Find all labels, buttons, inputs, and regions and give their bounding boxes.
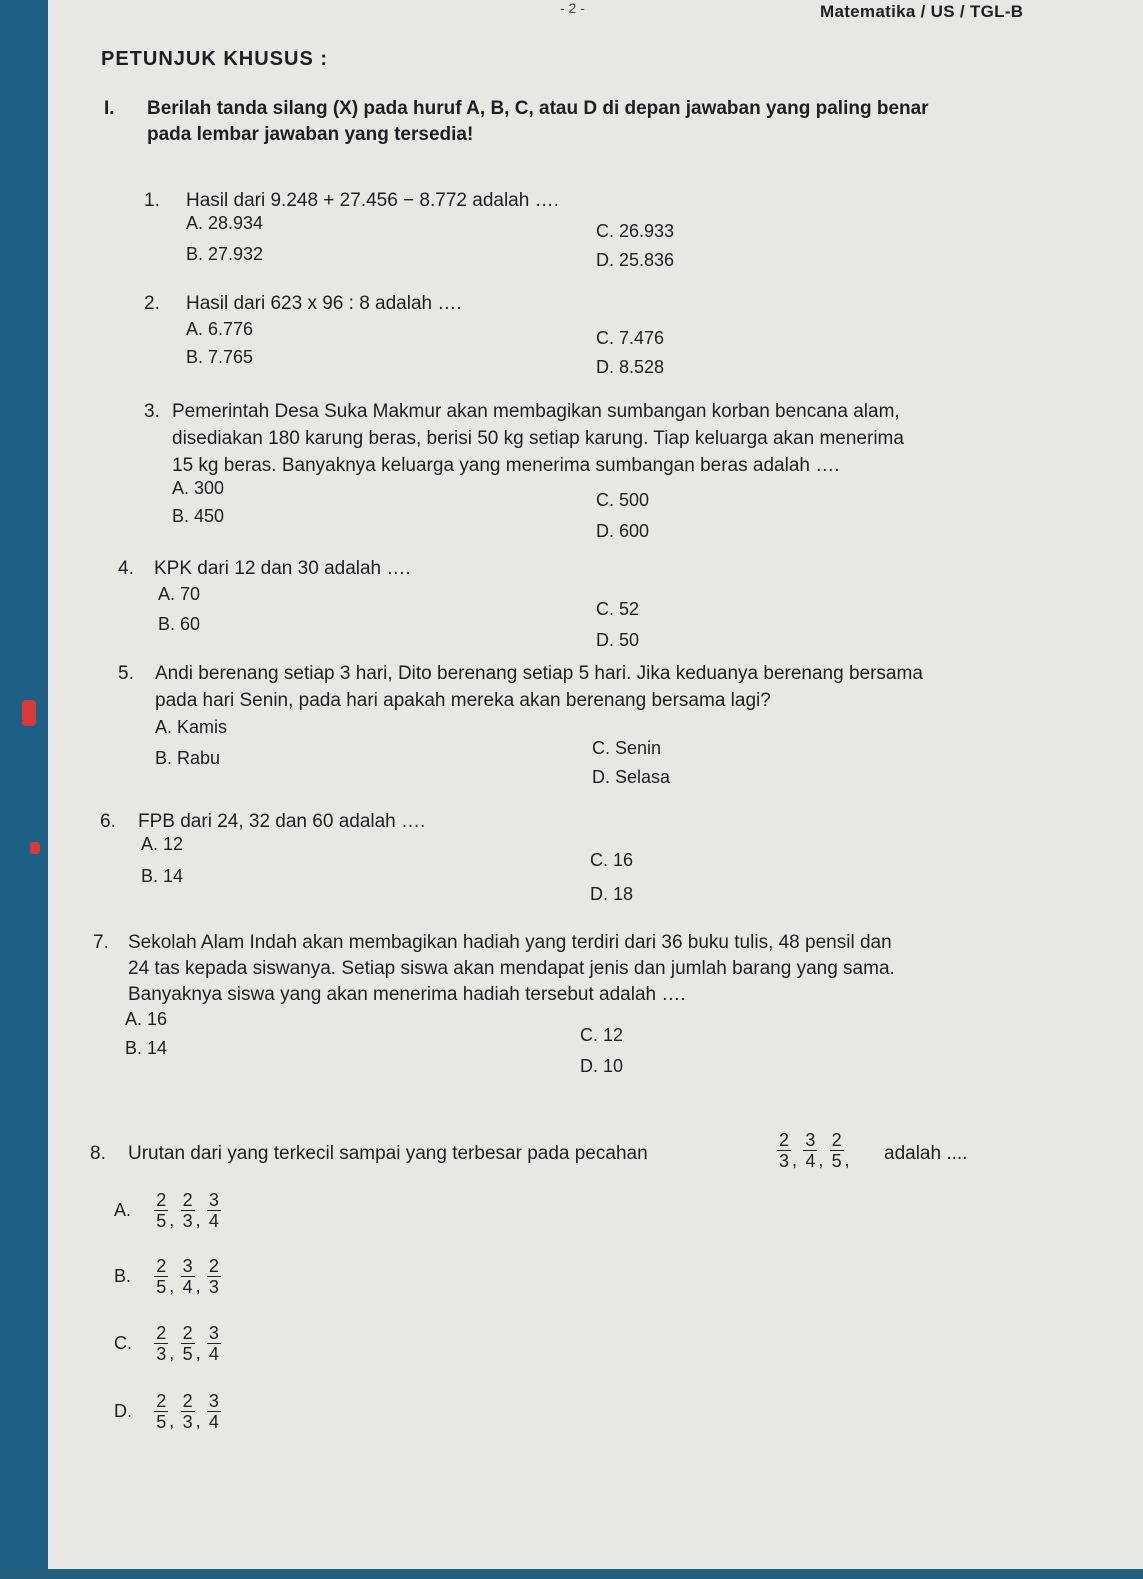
denominator: 5 (156, 1412, 167, 1432)
separator: , (195, 1343, 201, 1363)
q2-option-d: D. 8.528 (596, 357, 665, 377)
numerator: 3 (208, 1190, 219, 1210)
denominator: 5 (182, 1344, 193, 1364)
q4-option-d: D. 50 (596, 630, 640, 650)
q4-number: 4. (118, 558, 134, 579)
red-tab-2 (30, 842, 40, 854)
q8-option-a (114, 1190, 222, 1231)
numerator: 2 (156, 1190, 167, 1210)
denominator: 4 (208, 1412, 219, 1432)
q7-text-line-2: 24 tas kepada siswanya. Setiap siswa akan mendapat jenis dan jumlah barang yang sama. (128, 958, 895, 979)
instruction-number: I. (104, 98, 115, 119)
denominator: 4 (182, 1277, 193, 1297)
numerator: 3 (208, 1323, 219, 1343)
q3-text-line-2: disediakan 180 karung beras, berisi 50 kg setiap karung. Tiap keluarga akan menerima (172, 428, 904, 449)
q7-option-c: C. 12 (580, 1025, 624, 1045)
q7-text-line-1: Sekolah Alam Indah akan membagikan hadiah yang terdiri dari 36 buku tulis, 48 pensil dan (128, 932, 892, 953)
q5-option-b: B. Rabu (155, 748, 221, 768)
q2-text: Hasil dari 623 x 96 : 8 adalah …. (186, 293, 462, 314)
fraction (154, 1323, 168, 1364)
fraction (181, 1323, 195, 1364)
option-label: C. (114, 1333, 132, 1353)
separator: , (169, 1411, 175, 1431)
denominator: 5 (156, 1211, 167, 1231)
numerator: 2 (182, 1190, 193, 1210)
q3-number: 3. (144, 401, 160, 422)
q4-option-a: A. 70 (158, 584, 201, 604)
separator: , (792, 1150, 798, 1170)
fraction (154, 1391, 168, 1432)
numerator: 3 (805, 1130, 816, 1150)
q3-option-d: D. 600 (596, 521, 650, 541)
q5-text-line-2: pada hari Senin, pada hari apakah mereka akan berenang bersama lagi? (155, 690, 771, 711)
fraction (154, 1256, 168, 1297)
q2-number: 2. (144, 293, 160, 314)
q7-number: 7. (93, 932, 109, 953)
exam-header: Matematika / US / TGL-B (820, 2, 1024, 21)
q8-fractions (776, 1130, 850, 1171)
section-title: PETUNJUK KHUSUS : (101, 48, 329, 70)
q1-text: Hasil dari 9.248 + 27.456 − 8.772 adalah …. (186, 190, 559, 211)
q3-option-b: B. 450 (172, 506, 225, 526)
option-label: B. (114, 1266, 132, 1286)
q7-option-d: D. 10 (580, 1056, 624, 1076)
table-edge (0, 1569, 1143, 1579)
q6-text: FPB dari 24, 32 dan 60 adalah …. (138, 811, 426, 832)
denominator: 4 (805, 1151, 816, 1171)
denominator: 4 (208, 1211, 219, 1231)
fraction (207, 1256, 221, 1297)
separator: , (844, 1150, 850, 1170)
separator: , (195, 1411, 201, 1431)
denominator: 3 (779, 1151, 790, 1171)
q5-text-line-1: Andi berenang setiap 3 hari, Dito berenang setiap 5 hari. Jika keduanya berenang bersama (155, 663, 923, 684)
fraction (181, 1256, 195, 1297)
instruction-line-1: Berilah tanda silang (X) pada huruf A, B, C, atau D di depan jawaban yang paling benar (147, 98, 929, 119)
q3-text-line-3: 15 kg beras. Banyaknya keluarga yang menerima sumbangan beras adalah …. (172, 455, 840, 476)
q5-option-a: A. Kamis (155, 717, 228, 737)
q1-number: 1. (144, 190, 160, 211)
numerator: 2 (156, 1391, 167, 1411)
denominator: 3 (208, 1277, 219, 1297)
numerator: 2 (156, 1323, 167, 1343)
fraction (207, 1391, 221, 1432)
separator: , (169, 1276, 175, 1296)
fraction (154, 1190, 168, 1231)
q7-text-line-3: Banyaknya siswa yang akan menerima hadiah tersebut adalah …. (128, 984, 686, 1005)
q8-option-c (114, 1323, 222, 1364)
numerator: 2 (208, 1256, 219, 1276)
q8-fraction-2 (803, 1130, 817, 1171)
q4-text: KPK dari 12 dan 30 adalah …. (154, 558, 411, 579)
q1-option-b: B. 27.932 (186, 244, 264, 264)
separator: , (195, 1276, 201, 1296)
q2-option-b: B. 7.765 (186, 347, 254, 367)
red-tab-1 (22, 700, 36, 726)
q6-option-b: B. 14 (141, 866, 184, 886)
q8-option-b (114, 1256, 222, 1297)
q8-fraction-1 (777, 1130, 791, 1171)
q8-option-d (114, 1391, 222, 1432)
denominator: 3 (182, 1412, 193, 1432)
separator: , (169, 1343, 175, 1363)
q8-number: 8. (90, 1143, 106, 1164)
q7-option-a: A. 16 (125, 1009, 168, 1029)
fraction (207, 1190, 221, 1231)
q8-fraction-3 (830, 1130, 844, 1171)
option-label: D. (114, 1401, 132, 1421)
q5-option-d: D. Selasa (592, 767, 671, 787)
q8-suffix: adalah .... (884, 1143, 968, 1164)
numerator: 3 (208, 1391, 219, 1411)
q2-option-c: C. 7.476 (596, 328, 665, 348)
q6-option-a: A. 12 (141, 834, 184, 854)
q6-option-c: C. 16 (590, 850, 634, 870)
q2-option-a: A. 6.776 (186, 319, 254, 339)
q1-option-c: C. 26.933 (596, 221, 675, 241)
q6-number: 6. (100, 811, 116, 832)
numerator: 2 (156, 1256, 167, 1276)
q3-option-a: A. 300 (172, 478, 225, 498)
q5-number: 5. (118, 663, 134, 684)
fraction (207, 1323, 221, 1364)
numerator: 2 (182, 1391, 193, 1411)
numerator: 2 (182, 1323, 193, 1343)
numerator: 3 (182, 1256, 193, 1276)
denominator: 4 (208, 1344, 219, 1364)
separator: , (818, 1150, 824, 1170)
instruction-line-2: pada lembar jawaban yang tersedia! (147, 124, 474, 145)
fraction (181, 1190, 195, 1231)
q8-text: Urutan dari yang terkecil sampai yang terbesar pada pecahan (128, 1143, 648, 1164)
denominator: 3 (182, 1211, 193, 1231)
q4-option-b: B. 60 (158, 614, 201, 634)
q5-option-c: C. Senin (592, 738, 662, 758)
denominator: 3 (156, 1344, 167, 1364)
separator: , (169, 1210, 175, 1230)
separator: , (195, 1210, 201, 1230)
fraction (181, 1391, 195, 1432)
q6-option-d: D. 18 (590, 884, 634, 904)
q1-option-d: D. 25.836 (596, 250, 675, 270)
page-number: - 2 - (560, 0, 585, 16)
numerator: 2 (779, 1130, 790, 1150)
option-label: A. (114, 1200, 132, 1220)
q4-option-c: C. 52 (596, 599, 640, 619)
numerator: 2 (831, 1130, 842, 1150)
q3-option-c: C. 500 (596, 490, 650, 510)
q7-option-b: B. 14 (125, 1038, 168, 1058)
denominator: 5 (831, 1151, 842, 1171)
q3-text-line-1: Pemerintah Desa Suka Makmur akan membagikan sumbangan korban bencana alam, (172, 401, 900, 422)
denominator: 5 (156, 1277, 167, 1297)
q1-option-a: A. 28.934 (186, 213, 264, 233)
